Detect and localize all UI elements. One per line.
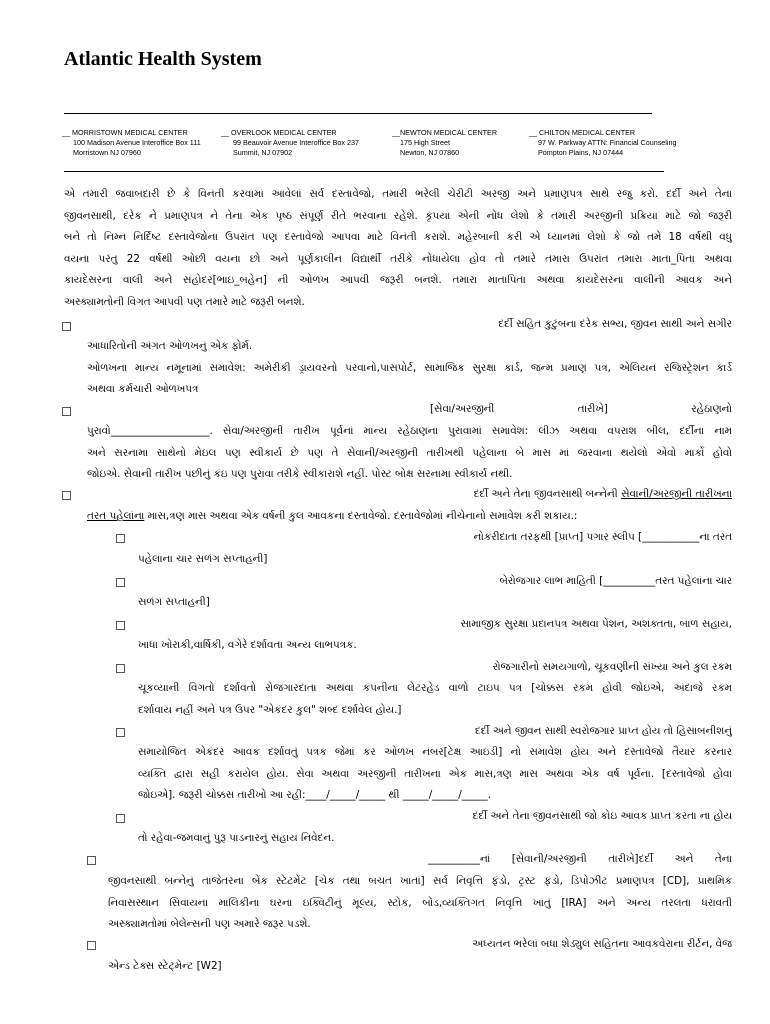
subitem-checkbox-benefits[interactable] — [116, 621, 125, 630]
location-overlook: __ OVERLOOK MEDICAL CENTER 99 Beauvoir Avenue Interoffice Box 237 Summit, NJ 07902 — [221, 128, 360, 157]
item4-right-text: __________નાં [સેવાની/અરજીની તારીખે]દર્દી અને તેના — [428, 853, 732, 865]
item-checkbox-residence[interactable] — [62, 407, 71, 416]
subitem2-right-text: બેરોજગાર લાભ માહિતી [__________તરત પહેલાંના ચાર — [499, 575, 732, 587]
subitem4-right-text: રોજગારીનો સમયગાળો, ચૂકવણીની સંખ્યા અને કુલ રકમ — [492, 661, 732, 673]
subitem2-text: સળંગ સપ્તાહની] — [138, 596, 210, 608]
item1-text: આધારિતોની અંગત ઓળખનું એક ફોર્મ. ઓળખના માન્ય નમૂનામાં સમાવેશ: અમેરીકી ડ્રાયવરનો પરવાનો,પાસપોર્ટ, સામાજિક સુરક્ષા કાર્ડ, જન્મ પ્રમાણ પત્ર, એલિયન રજિસ્ટ્રેશન કાર્ડ અથવા કર્મચારી ઓળખપત્ર — [87, 340, 732, 395]
item4-text: જીવનસાથી બન્નેનું તાજેતરના બેંક સ્ટેટમેંટ [ચેક તથા બચત ખાતાં] સર્વ નિવૃત્તિ ફંડો, ટ્રસ્ટ ફંડો, ડિપોઝીટ પ્રમાણપત્ર [CD], પ્રાથમિક નિવાસસ્થાન સિવાયના માલિકીના ઘરના ઇક્વિટીનું મૂલ્ય, સ્ટોક, બોંડ,વ્યક્તિગત નિવૃત્તિ ખાતું [IRA] અને અન્ય તરલતા ધરાવતી અસ્ક્યામતોમાં બેલેન્સની પણ અમારે જરૂર પડશે. — [108, 875, 732, 930]
subitem5-right-text: દર્દી અને જીવન સાથી સ્વરોજગાર પ્રાપ્ત હોય તો હિસાબનીશનું — [474, 725, 732, 737]
subitem6-text: તો રહેવા-જમવાનું પુરૂ પાડનારનું સહાય નિવેદન. — [138, 832, 335, 844]
subitem6-right-text: દર્દી અને તેના જીવનસાથી જો કોઇ આવક પ્રાપ્ત કરતા ના હોય — [472, 810, 732, 822]
subitem-checkbox-support-statement[interactable] — [116, 814, 125, 823]
subitem-checkbox-employer-letter[interactable] — [116, 664, 125, 673]
item3-text: તરત પહેલાંના માસ,ત્રણ માસ અથવા એક વર્ષની કુલ આવકના દસ્તાવેજો. દસ્તાવેજોમાં નીચેનાનો સમાવેશ કરી શકાય.: — [87, 510, 578, 522]
page-title: Atlantic Health System — [64, 48, 262, 70]
item-checkbox-tax-returns[interactable] — [87, 941, 96, 950]
subitem-checkbox-pay-stubs[interactable] — [116, 534, 125, 543]
item5-right-text: અધ્યતન ભરેલાં બધા શેડ્યુલ સહિતના આવકવેરાના રીર્ટન, વેજ — [472, 938, 732, 950]
location-chilton: __ CHILTON MEDICAL CENTER 97 W. Parkway ATTN: Financial Counseling Pompton Plains, NJ 07444 — [529, 128, 677, 157]
subitem3-right-text: સામાજીક સુરક્ષા પ્રદાનપત્ર અથવા પેંશન, અશક્તતા, બાળ સહાય, — [460, 618, 732, 630]
subitem1-right-text: નોકરીદાતા તરફથી [પ્રાપ્ત] પગાર સ્લીપ [___________ના તરત — [473, 531, 732, 543]
subitem-checkbox-self-employed[interactable] — [116, 728, 125, 737]
item-checkbox-identification[interactable] — [62, 322, 71, 331]
subitem4-text: ચૂકવ્યાની વિગતો દર્શાવતો રોજગારદાતા અથવા કંપનીના લેટરહેડ વાળો ટાઇપ પત્ર [ચોક્કસ રકમ હોવી જોઇએ, અંદાજે રકમ દર્શાવાય નહીં અને પત્ર ઉપર "એકંદર કુલ" શબ્દ દર્શાવેલ હોય.] — [138, 682, 732, 716]
item5-text: એન્ડ ટેક્સ સ્ટેટ્મેન્ટ [W2] — [108, 960, 222, 972]
intro-paragraph: એ તમારી જવાબદારી છે કે વિનંતી કરવામાં આવેલાં સર્વ દસ્તાવેજો, તમારી ભરેલી ચેરીટી અરજી અને પ્રમાણપત્ર સાથે રજુ કરો. દર્દી અને તેના જીવનસાથી, દરેક ને પ્રમાણપત્ર ને તેના એક પૃષ્ઠ સંપૂર્ણ રીતે ભરવાના રહેશે. કૃપયા એની નોંધ લેશો કે તમારી અરજીની પ્રક્રિયા માટે જો જરૂરી બને તો નિમ્ન નિર્દિષ્ટ દસ્તાવેજોના ઉપરાંત પણ દસ્તાવેજો આપવા માટે વિનંતી કરાશે. મહેરબાની કરી એ ધ્યાનમાં લેશો કે જો તમે 18 વર્ષથી વધુ વયના પરંતુ 22 વર્ષથી ઓછી વયના છો અને પૂર્ણકાલીન વિદ્યાર્થી તરીકે નોંધાયેલા હોવ તો તમારે તમારા ઉપરાંત તમારા માતા_પિતા અથવા કાયદેસરના વાલી અને સહોદર[ભાઇ_બહેન] ની ઓળખ આપવી જરૂરી બનશે. તમારા માતાપિતા અથવા કાયદેસરના વાલીની આવક અને અસ્ક્યામતોની વિગત આપવી પણ તમારે માટે જરૂરી બનશે. — [64, 188, 732, 308]
subitem3-text: ખાધા ખોરાકી,વાર્ષિકી, વગેરે દર્શાવતા અન્ય લાભપત્રક. — [138, 639, 357, 651]
top-divider — [64, 113, 652, 114]
location-newton: __NEWTON MEDICAL CENTER 175 High Street Newton, NJ 07860 — [392, 128, 498, 157]
item2-text: પુરાવો___________________. સેવા/અરજીની તારીખ પૂર્વનાં માન્ય રહેઠાણના પુરાવામાં સમાવેશ: લીઝ અથવા વપરાશ બીલ, દર્દીના નામ અને સરનામા સાથેનો મેઇલ પણ સ્વીકાર્ય છે પણ તે સેવાની/અરજીની તારીખથી પહેલાના બે માસ માં જરવાના થયેલો એવો માર્કો હોવો જોઇએ. સેવાની તારીખ પછીનું કંઇ પણ પુરાવા તરીકે સ્વીકારાશે નહીં. પોસ્ટ બોક્ષ સરનામા સ્વીકાર્ય નથી. — [87, 425, 732, 480]
location-morristown: __ MORRISTOWN MEDICAL CENTER 100 Madison Avenue Interoffice Box 111 Morristown NJ 07960 — [62, 128, 201, 157]
subitem1-text: પહેલાના ચાર સળંગ સપ્તાહની] — [138, 553, 268, 565]
item-checkbox-bank-statements[interactable] — [87, 856, 96, 865]
item3-right-text: દર્દી અને તેના જીવનસાથી બન્નેની સેવાની/અરજીની તારીખના — [473, 488, 732, 500]
item1-right-text: દર્દી સહિત કુટુંબના દરેક સભ્ય, જીવન સાથી અને સગીર — [498, 318, 732, 330]
item-checkbox-income[interactable] — [62, 491, 71, 500]
subitem5-text: સમાયોજિત એકંદર આવક દર્શાવતું પત્રક જેમાં કર ઓળખ નંબર[ટેક્ષ આઇડી] નો સમાવેશ હોય અને દસ્તાવેજો તૈયાર કરનાર વ્યક્તિ દ્વારા સહી કરાયેલ હોય. સેવા અથવા અરજીની તારીખના એક માસ,ત્રણ માસ અથવા એક વર્ષ પૂર્વના. [દસ્તાવેજો હોવા જોઇએ]. જરૂરી ચોક્કસ તારીખો આ રહી:____/_____/_____ થી _____/_____/_____. — [138, 746, 732, 801]
subitem-checkbox-unemployment[interactable] — [116, 578, 125, 587]
locations-divider — [64, 171, 664, 172]
item2-right-text: [સેવા/અરજીની તારીખે] રહેઠાણનો — [430, 403, 732, 415]
